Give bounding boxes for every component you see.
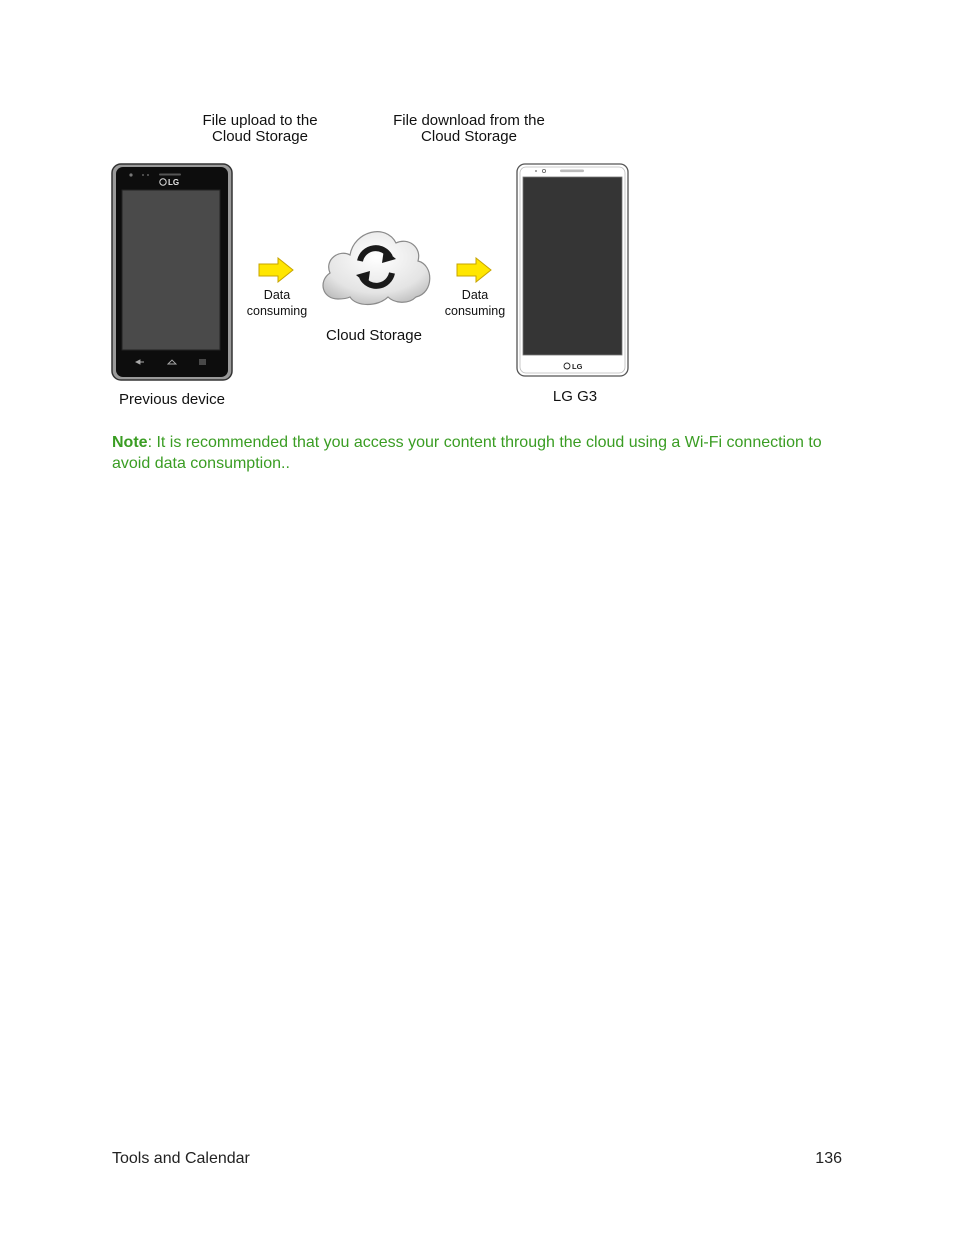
cloud-sync-icon (316, 221, 436, 307)
lg-g3-label: LG G3 (552, 388, 598, 405)
previous-device-phone-icon (111, 163, 233, 381)
footer-section-title: Tools and Calendar (112, 1150, 250, 1167)
data-consuming-left (240, 287, 314, 319)
upload-caption-line1: File upload to the (202, 112, 318, 129)
data-consuming-right-line1: Data (461, 288, 489, 302)
data-consuming-left-line1: Data (263, 288, 291, 302)
note-text: : It is recommended that you access your content through the cloud using a Wi-Fi connection to avoid data consumption.. (112, 434, 822, 472)
cloud-storage-label: Cloud Storage (326, 327, 422, 344)
download-arrow-icon (456, 257, 492, 283)
download-caption-line2: Cloud Storage (421, 128, 517, 145)
footer-page-number: 136 (815, 1150, 842, 1167)
upload-caption-line2: Cloud Storage (212, 128, 308, 145)
data-consuming-left-line2: consuming (246, 304, 308, 318)
new-phone-logo: LG (572, 362, 583, 371)
lg-g3-phone-icon (516, 163, 629, 377)
download-caption (385, 113, 553, 145)
note-paragraph (112, 432, 852, 474)
note-label: Note (112, 434, 148, 451)
upload-caption (195, 113, 325, 145)
download-caption-line1: File download from the (393, 112, 545, 129)
previous-device-label: Previous device (119, 391, 225, 408)
old-phone-logo: LG (168, 178, 180, 187)
upload-arrow-icon (258, 257, 294, 283)
data-consuming-right (438, 287, 512, 319)
cloud-transfer-figure (100, 100, 660, 420)
data-consuming-right-line2: consuming (444, 304, 506, 318)
